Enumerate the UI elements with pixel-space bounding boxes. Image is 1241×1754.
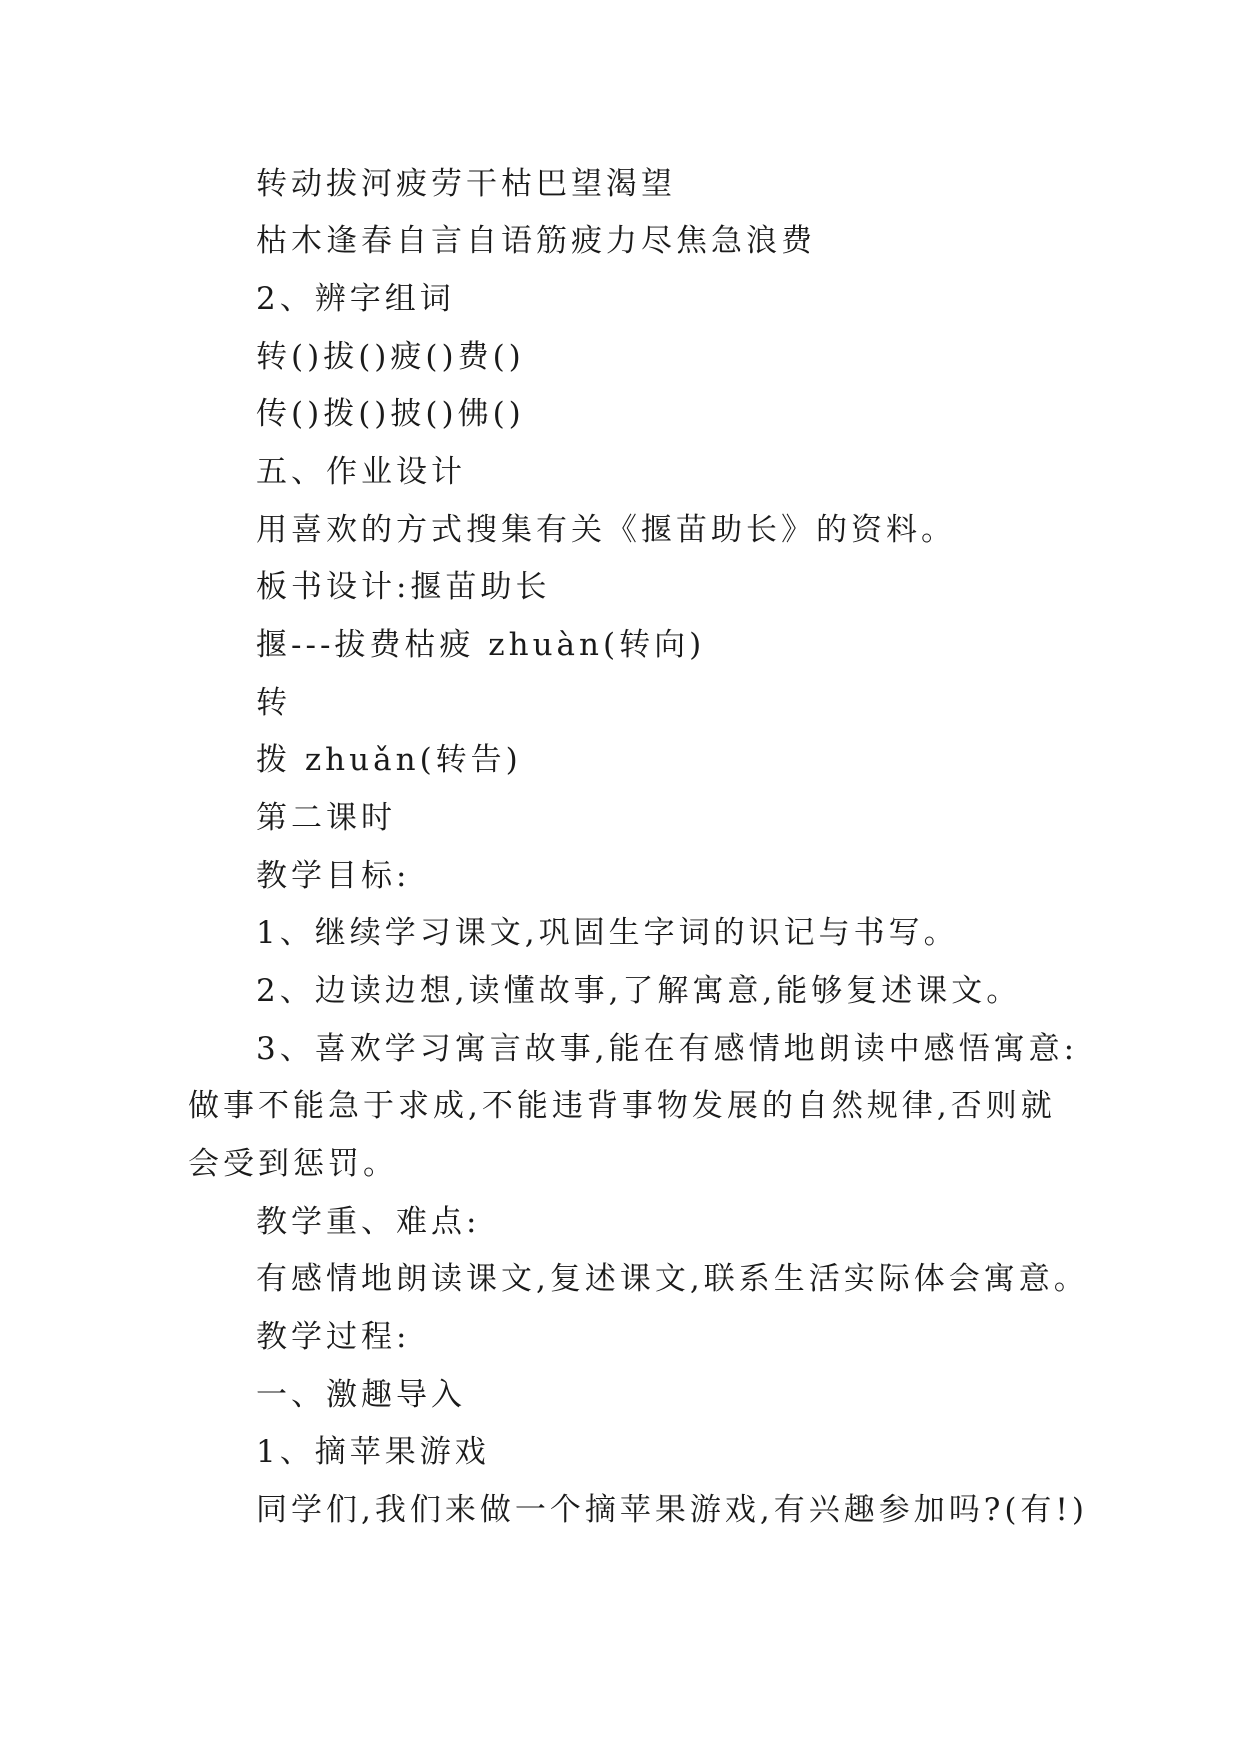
section-heading: 教学目标: xyxy=(256,858,411,894)
section-heading: 教学重、难点: xyxy=(256,1204,481,1240)
text-line: 用喜欢的方式搜集有关《揠苗助长》的资料。 xyxy=(256,512,956,548)
section-heading: 教学过程: xyxy=(256,1319,411,1355)
text-line: 1、摘苹果游戏 xyxy=(256,1434,490,1470)
section-heading: 2、辨字组词 xyxy=(256,281,455,317)
text-line: 转()拔()疲()费() xyxy=(256,339,525,375)
section-heading: 一、激趣导入 xyxy=(256,1377,466,1413)
text-line: 会受到惩罚。 xyxy=(188,1146,398,1182)
text-line: 1、继续学习课文,巩固生字词的识记与书写。 xyxy=(256,915,959,951)
text-line: 有感情地朗读课文,复述课文,联系生活实际体会寓意。 xyxy=(256,1261,1089,1297)
text-line: 拨 zhuǎn(转告) xyxy=(256,742,522,778)
section-heading: 五、作业设计 xyxy=(256,454,466,490)
text-line: 2、边读边想,读懂故事,了解寓意,能够复述课文。 xyxy=(256,973,1022,1009)
text-line: 做事不能急于求成,不能违背事物发展的自然规律,否则就 xyxy=(188,1088,1056,1124)
text-line: 同学们,我们来做一个摘苹果游戏,有兴趣参加吗?(有!) xyxy=(256,1492,1088,1528)
text-line: 3、喜欢学习寓言故事,能在有感情地朗读中感悟寓意: xyxy=(256,1031,1079,1067)
text-line: 揠---拔费枯疲 zhuàn(转向) xyxy=(256,627,706,663)
text-line: 传()拨()披()佛() xyxy=(256,396,525,432)
section-heading: 第二课时 xyxy=(256,800,396,836)
text-line: 转动拔河疲劳干枯巴望渴望 xyxy=(256,166,676,202)
text-line: 枯木逢春自言自语筋疲力尽焦急浪费 xyxy=(256,223,816,259)
text-line: 板书设计:揠苗助长 xyxy=(256,569,551,605)
text-line: 转 xyxy=(256,685,291,721)
